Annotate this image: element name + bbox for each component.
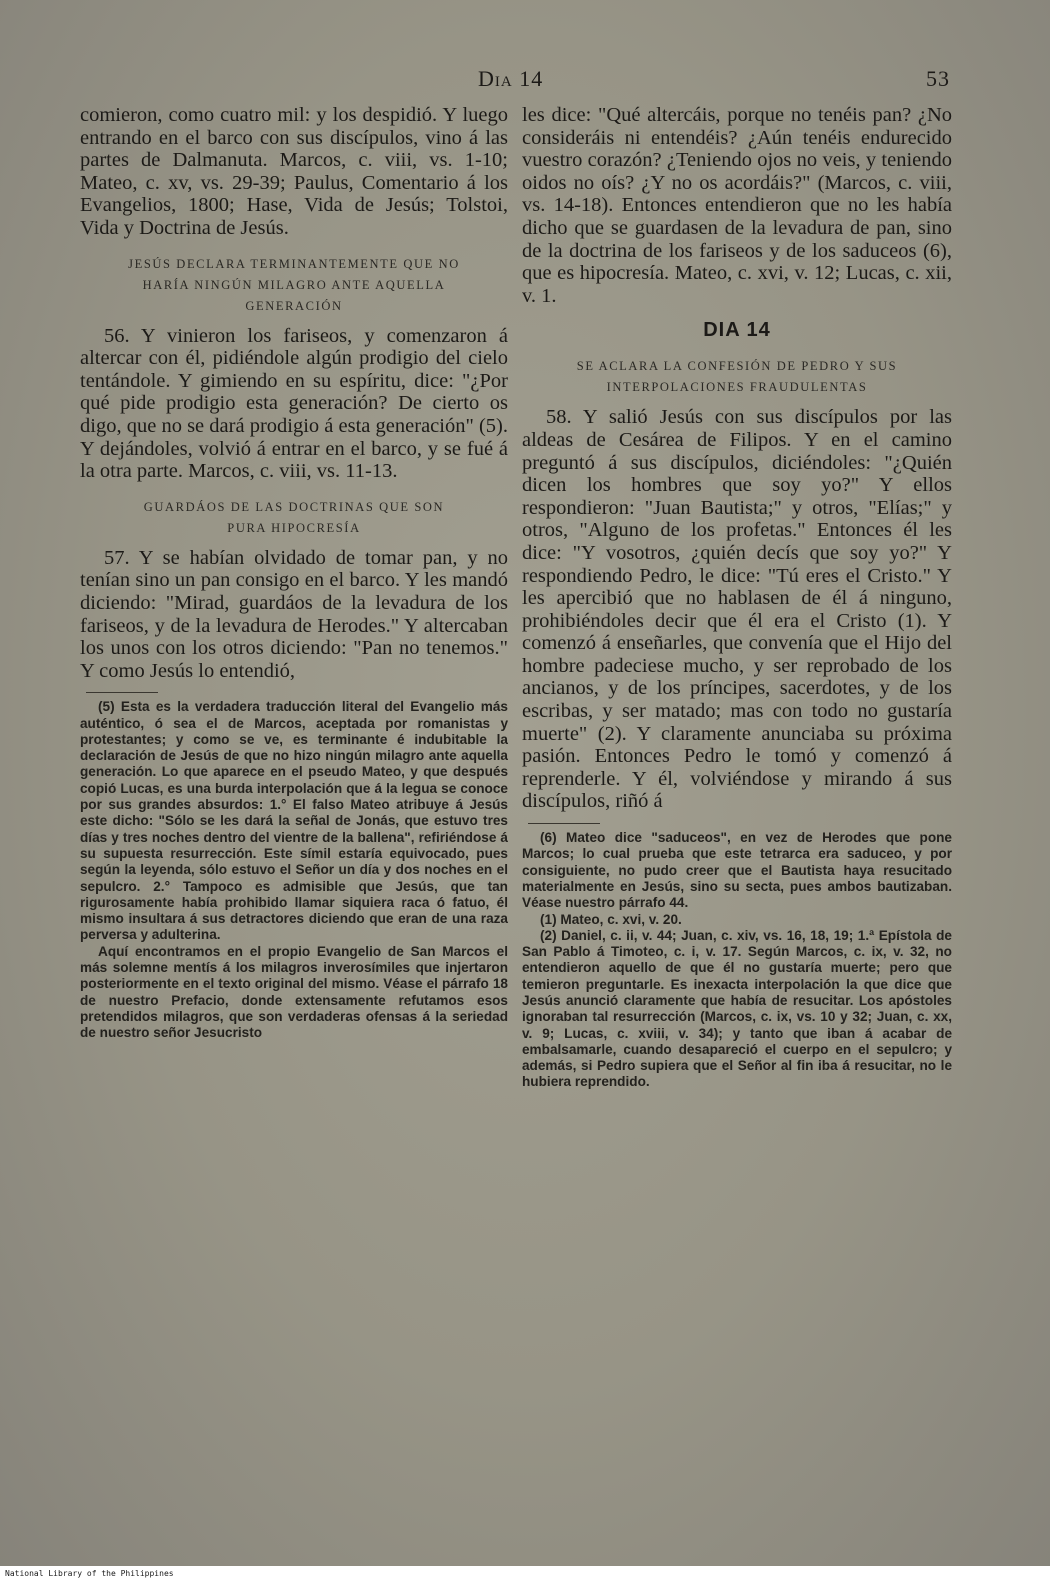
section-heading-58 bbox=[522, 356, 952, 398]
heading-line: PURA HIPOCRESÍA bbox=[227, 520, 361, 535]
paragraph-56: 56. Y vinieron los fariseos, y comenzaron á altercar con él, pidiéndole algún prodigio del cielo tentándole. Y gimiendo en su espíritu, dice: "¿Por qué pide prodigio esta generación? De cierto os digo, que no se dará prodigio á esta generación" (5). Y dejándoles, volvió á entrar en el barco, y se fué á la otra parte. Marcos, c. viii, vs. 11-13. bbox=[80, 324, 508, 483]
heading-line: INTERPOLACIONES FRAUDULENTAS bbox=[606, 380, 868, 395]
footnote-5: (5) Esta es la verdadera traducción literal del Evangelio más auténtico, ó sea el de Marcos, aceptada por romanistas y protestantes; y como se ve, es terminante é indubitable la declaración de Jesús de que no hizo ningún milagro ante aquella generación. Lo que aparece en el pseudo Mateo, y que después copió Lucas, es una burda interpolación que á la legua se conoce por sus grandes absurdos: 1.° El falso Mateo atribuye á Jesús este dicho: "Sólo se les dará la señal de Jonás, que estuvo tres días y tres noches dentro del vientre de la ballena", refiriéndose á su supuesta resurrección. Este símil estaría equivocado, pues según la leyenda, sólo estuvo el Señor un día y dos noches en el sepulcro. 2.° Tampoco es admisible que Jesús, que tan rigurosamente había prohibido llamar siquiera raca ó fatuo, él mismo insultara á sus detractores diciendo que eran de una raza perversa y adulterina. bbox=[80, 699, 508, 943]
library-watermark: National Library of the Philippines bbox=[2, 1569, 177, 1578]
footnote-6: (6) Mateo dice "saduceos", en vez de Herodes que pone Marcos; lo cual prueba que este tetrarca era saduceo, y por consiguiente, no pudo creer que el Bautista haya resucitado materialmente en Jesús, sino su secta, pues ambos bautizaban. Véase nuestro párrafo 44. bbox=[522, 830, 952, 911]
heading-line: JESÚS DECLARA TERMINANTEMENTE QUE NO bbox=[128, 256, 460, 271]
footnote-rule bbox=[528, 823, 600, 824]
page-number: 53 bbox=[926, 66, 950, 91]
paragraph-continued: comieron, como cuatro mil: y los despidió. Y luego entrando en el barco con sus discípulos, vino á las partes de Dalmanuta. Marcos, c. viii, vs. 1-10; Mateo, c. xv, vs. 29-39; Paulus, Comentario á los Evangelios, 1800; Hase, Vida de Jesús; Tolstoi, Vida y Doctrina de Jesús. bbox=[80, 104, 508, 239]
heading-line: GUARDÁOS DE LAS DOCTRINAS QUE SON bbox=[143, 499, 445, 514]
running-head bbox=[0, 66, 1050, 96]
paragraph-58: 58. Y salió Jesús con sus discípulos por las aldeas de Cesárea de Filipos. Y en el camino preguntó á sus discípulos, diciéndoles: "¿Quién dicen los hombres que soy yo?" Y ellos respondieron: "Juan Bautista;" y otros, "Elías;" y otros, "Alguno de los profetas." Entonces él les dice: "Y vosotros, ¿quién decís que soy yo?" Y respondiendo Pedro, le dice: "Tú eres el Cristo." Y les apercibió que no hablasen de él á ninguno, prohibiéndoles decir que él era el Cristo (1). Y comenzó á enseñarles, que convenía que el Hijo del hombre padeciese mucho, y ser reprobado de los ancianos, y de los príncipes, sacerdotes, y de los escribas, y ser matado; mas con todo no gustaría muerte" (2). Y claramente anunciaba su próxima pasión. Entonces Pedro le tomó y comenzó á reprenderle. Y él, volviéndose y mirando á sus discípulos, riñó á bbox=[522, 406, 952, 813]
paragraph-continued-right: les dice: "Qué altercáis, porque no tenéis pan? ¿No consideráis ni entendéis? ¿Aún tenéis endurecido vuestro corazón? ¿Teniendo ojos no veis, y teniendo oidos no oís? ¿Y no os acordáis?" (Marcos, c. viii, vs. 14-18). Entonces entendieron que no les había dicho que se guardasen de la levadura de pan, sino de la doctrina de los fariseos y de los saduceos (6), que es hipocresía. Mateo, c. xvi, v. 12; Lucas, c. xii, v. 1. bbox=[522, 104, 952, 307]
section-heading-57 bbox=[80, 497, 508, 539]
left-column bbox=[80, 104, 508, 1042]
footnote-1: (1) Mateo, c. xvi, v. 20. bbox=[540, 911, 682, 927]
right-column bbox=[522, 104, 952, 1091]
running-head-title: Dia 14 bbox=[478, 66, 544, 91]
footnote-2: (2) Daniel, c. ii, v. 44; Juan, c. xiv, vs. 16, 18, 19; 1.ª Epístola de San Pablo á Timoteo, c. i, v. 17. Según Marcos, c. ix, v. 32, no entendieron aquello de que él no gustaría muerte; pero que temieron preguntarle. Es inexacta interpolación la que dice que Jesús anunció claramente que había de resucitar. Los apóstoles ignoraban tal resurrección (Marcos, c. ix, vs. 10 y 32; Juan, c. xx, v. 9; Lucas, c. xviii, v. 34); y tanto que iban á acabar de embalsamarle, cuando desapareció el cuerpo en el sepulcro; y además, si Pedro supiera que el Señor al fin iba á resucitar, no le hubiera reprendido. bbox=[522, 927, 952, 1090]
footnote-rule bbox=[86, 692, 158, 693]
section-heading-56 bbox=[80, 254, 508, 317]
heading-line: GENERACIÓN bbox=[245, 298, 343, 313]
day-title: DIA 14 bbox=[703, 319, 771, 342]
heading-line: SE ACLARA LA CONFESIÓN DE PEDRO Y SUS bbox=[576, 359, 898, 374]
footnote-5-continued: Aquí encontramos en el propio Evangelio de San Marcos el más solemne mentís á los milagros inverosímiles que injertaron posteriormente en el texto original del mismo. Véase el párrafo 18 de nuestro Prefacio, donde extensamente refutamos esos pretendidos milagros, que son verdaderas ofensas á la seriedad de nuestro señor Jesucristo bbox=[80, 943, 508, 1041]
heading-line: HARÍA NINGÚN MILAGRO ANTE AQUELLA bbox=[142, 277, 446, 292]
paragraph-57: 57. Y se habían olvidado de tomar pan, y no tenían sino un pan consigo en el barco. Y les mandó diciendo: "Mirad, guardáos de la levadura de los fariseos, y de la levadura de Herodes." Y altercaban los unos con los otros diciendo: "Pan no tenemos." Y como Jesús lo entendió, bbox=[80, 546, 508, 682]
